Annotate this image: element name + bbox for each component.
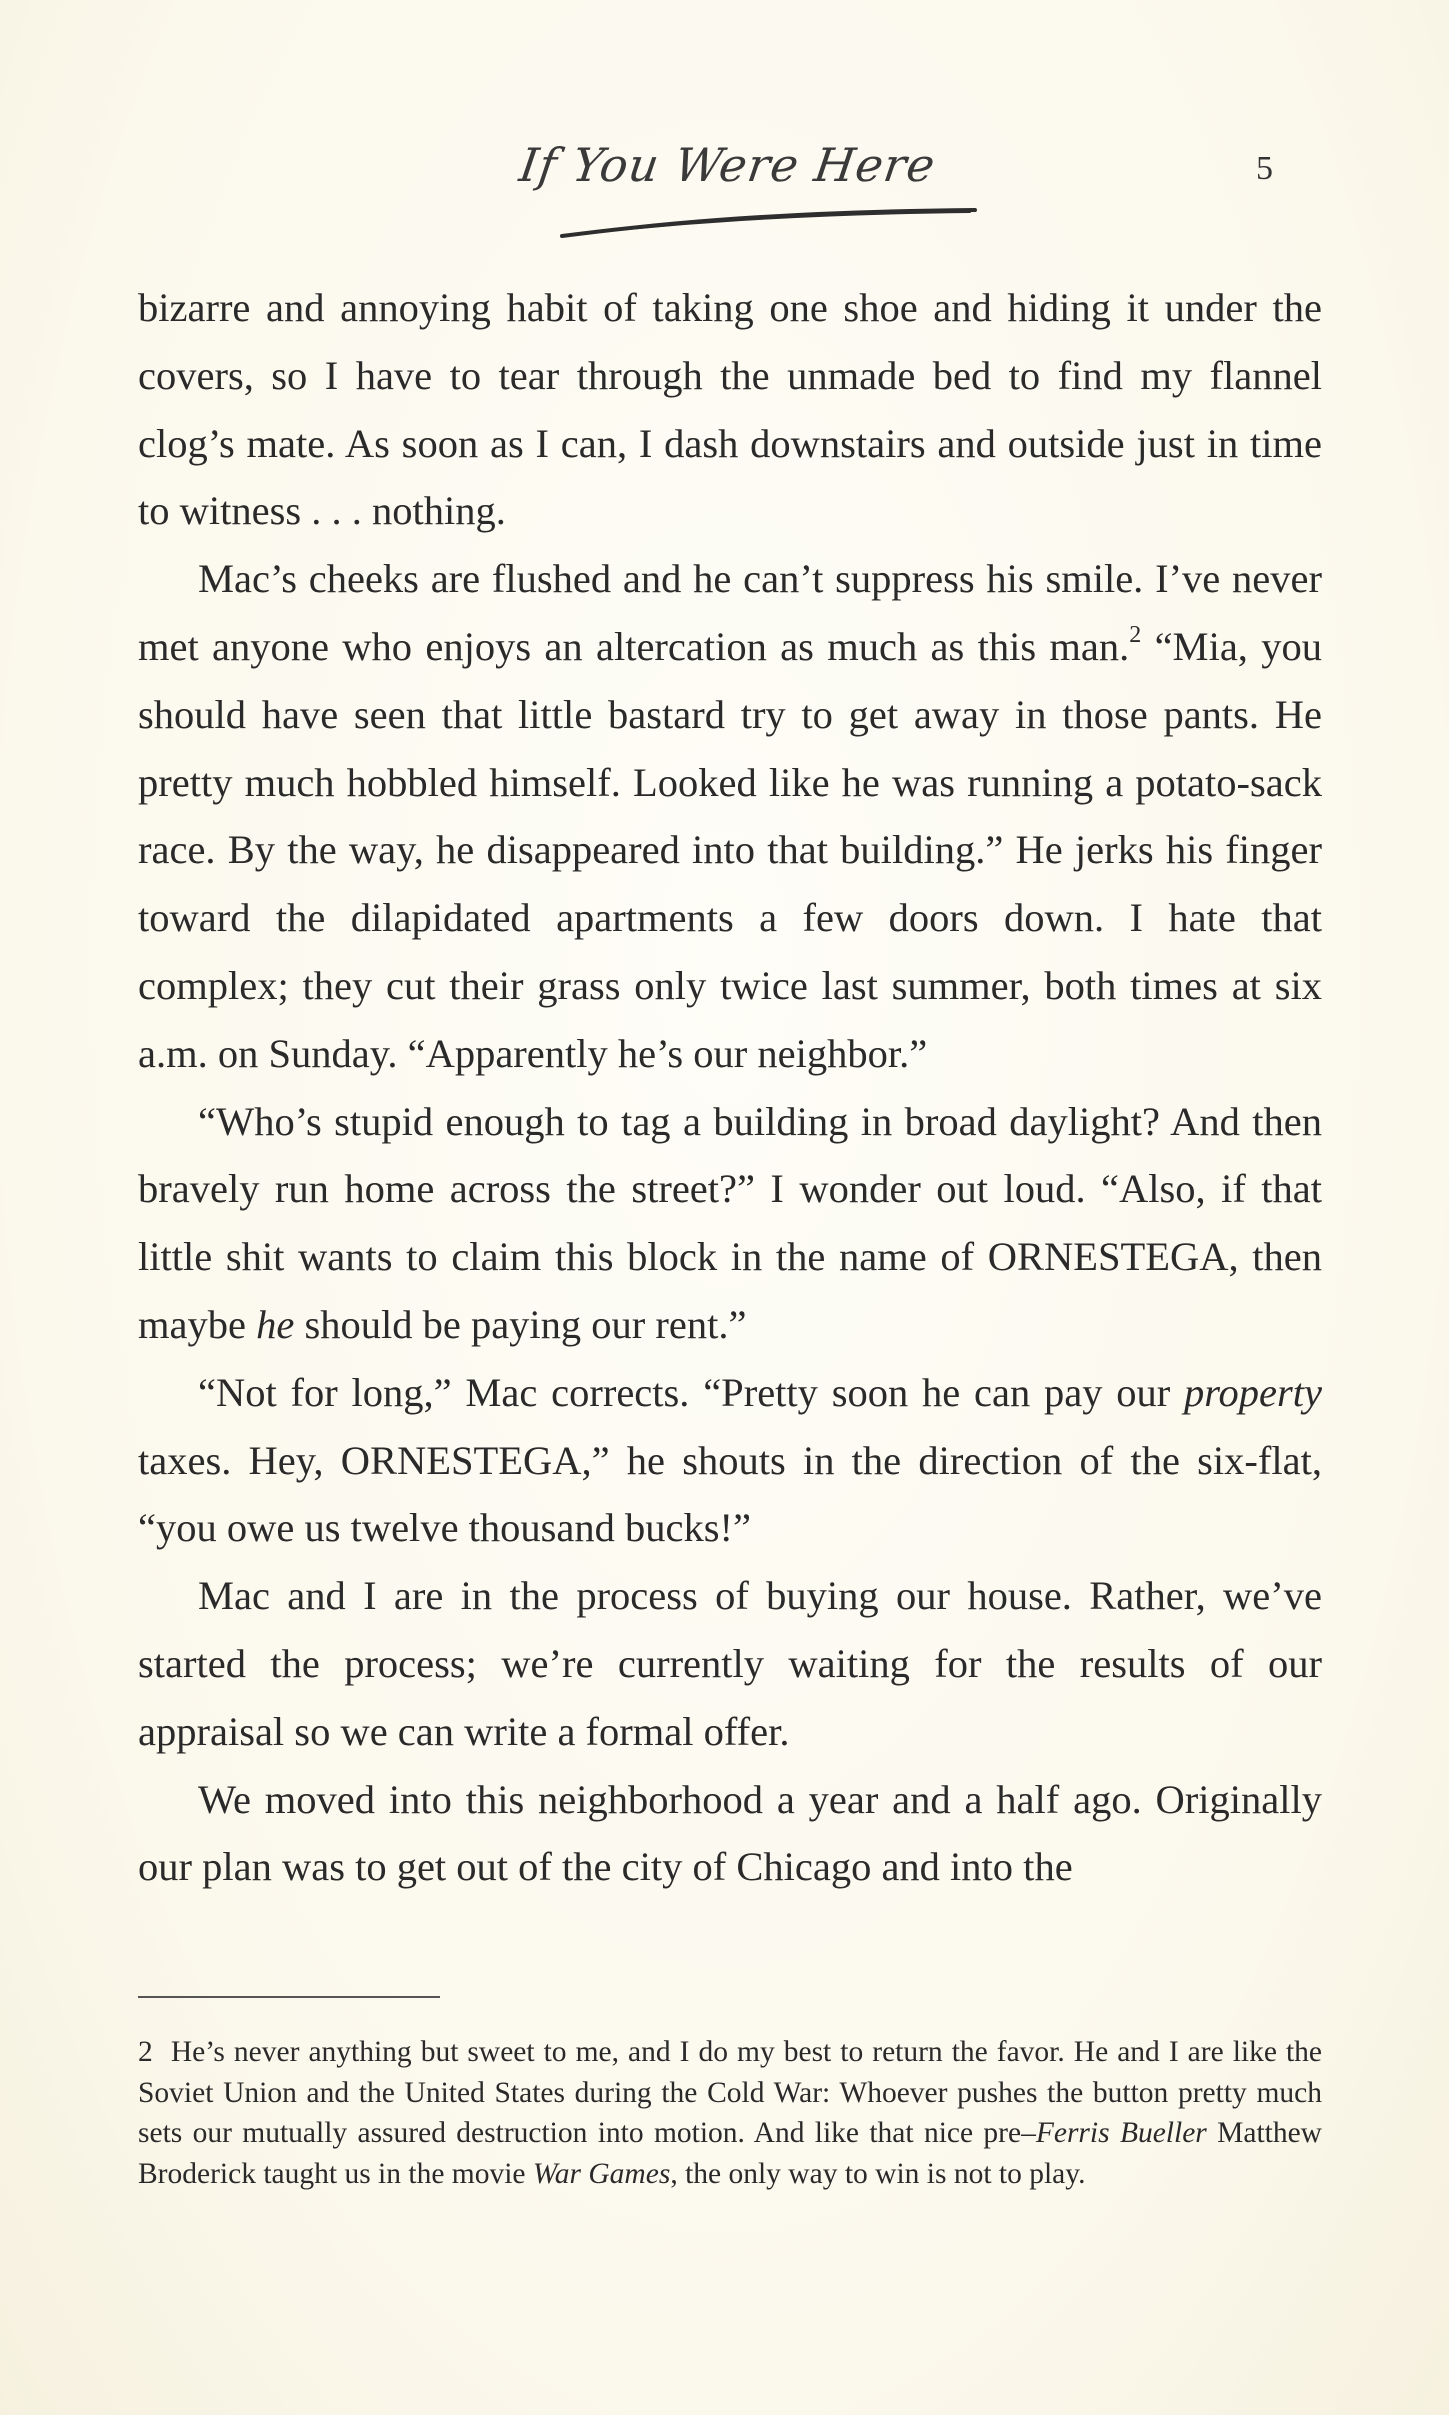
- page-number: 5: [1256, 150, 1273, 187]
- book-title: If You Were Here: [516, 138, 940, 192]
- paragraph: We moved into this neighborhood a year and a half ago. Originally our plan was to get out of the city of Chicago and into the: [138, 1776, 1322, 1890]
- body-text: [138, 274, 1322, 1901]
- footnote-divider: [138, 1996, 440, 1998]
- paragraph: Mac’s cheeks are flushed and he can’t suppress his smile. I’ve never met anyone who enjoys an altercation as much as this man.$^2$ “Mia, you should have seen that little bastard try to get away in those pants. He pretty much hobbled himself. Looked like he was running a potato-sack race. By the way, he disappeared into that building.” He jerks his finger toward the dilapidated apartments a few doors down. I hate that complex; they cut their grass only twice last summer, both times at six a.m. on Sunday. “Apparently he’s our neighbor.”: [138, 556, 1322, 1076]
- running-head: [0, 120, 1449, 250]
- footnote-reference[interactable]: 2: [1129, 621, 1142, 648]
- paragraph: “Not for long,” Mac corrects. “Pretty soon he can pay our property taxes. Hey, ORNESTEGA,” he shouts in the direction of the six-flat, “you owe us twelve thousand bucks!”: [138, 1369, 1322, 1551]
- paragraph: “Who’s stupid enough to tag a building in broad daylight? And then bravely run home across the street?” I wonder out loud. “Also, if that little shit wants to claim this block in the name of ORNESTEGA, then maybe he should be paying our rent.”: [138, 1098, 1322, 1347]
- paragraph: bizarre and annoying habit of taking one shoe and hiding it under the covers, so I have to tear through the unmade bed to find my flannel clog’s mate. As soon as I can, I dash downstairs and outside just in time to witness . . . nothing.: [138, 285, 1322, 534]
- paragraph: Mac and I are in the process of buying our house. Rather, we’ve started the process; we’re currently waiting for the results of our appraisal so we can write a formal offer.: [138, 1573, 1322, 1754]
- footnote-number: 2: [138, 2036, 153, 2068]
- footnote: 2 He’s never anything but sweet to me, and I do my best to return the favor. He and I are like the Soviet Union and the United States during the Cold War: Whoever pushes the button pretty much sets our mutually assured destruction into motion. And like that nice pre–Ferris Bueller Matthew Broderick taught us in the movie War Games, the only way to win is not to play.: [138, 2036, 1323, 2190]
- title-underline-swash: [560, 202, 980, 242]
